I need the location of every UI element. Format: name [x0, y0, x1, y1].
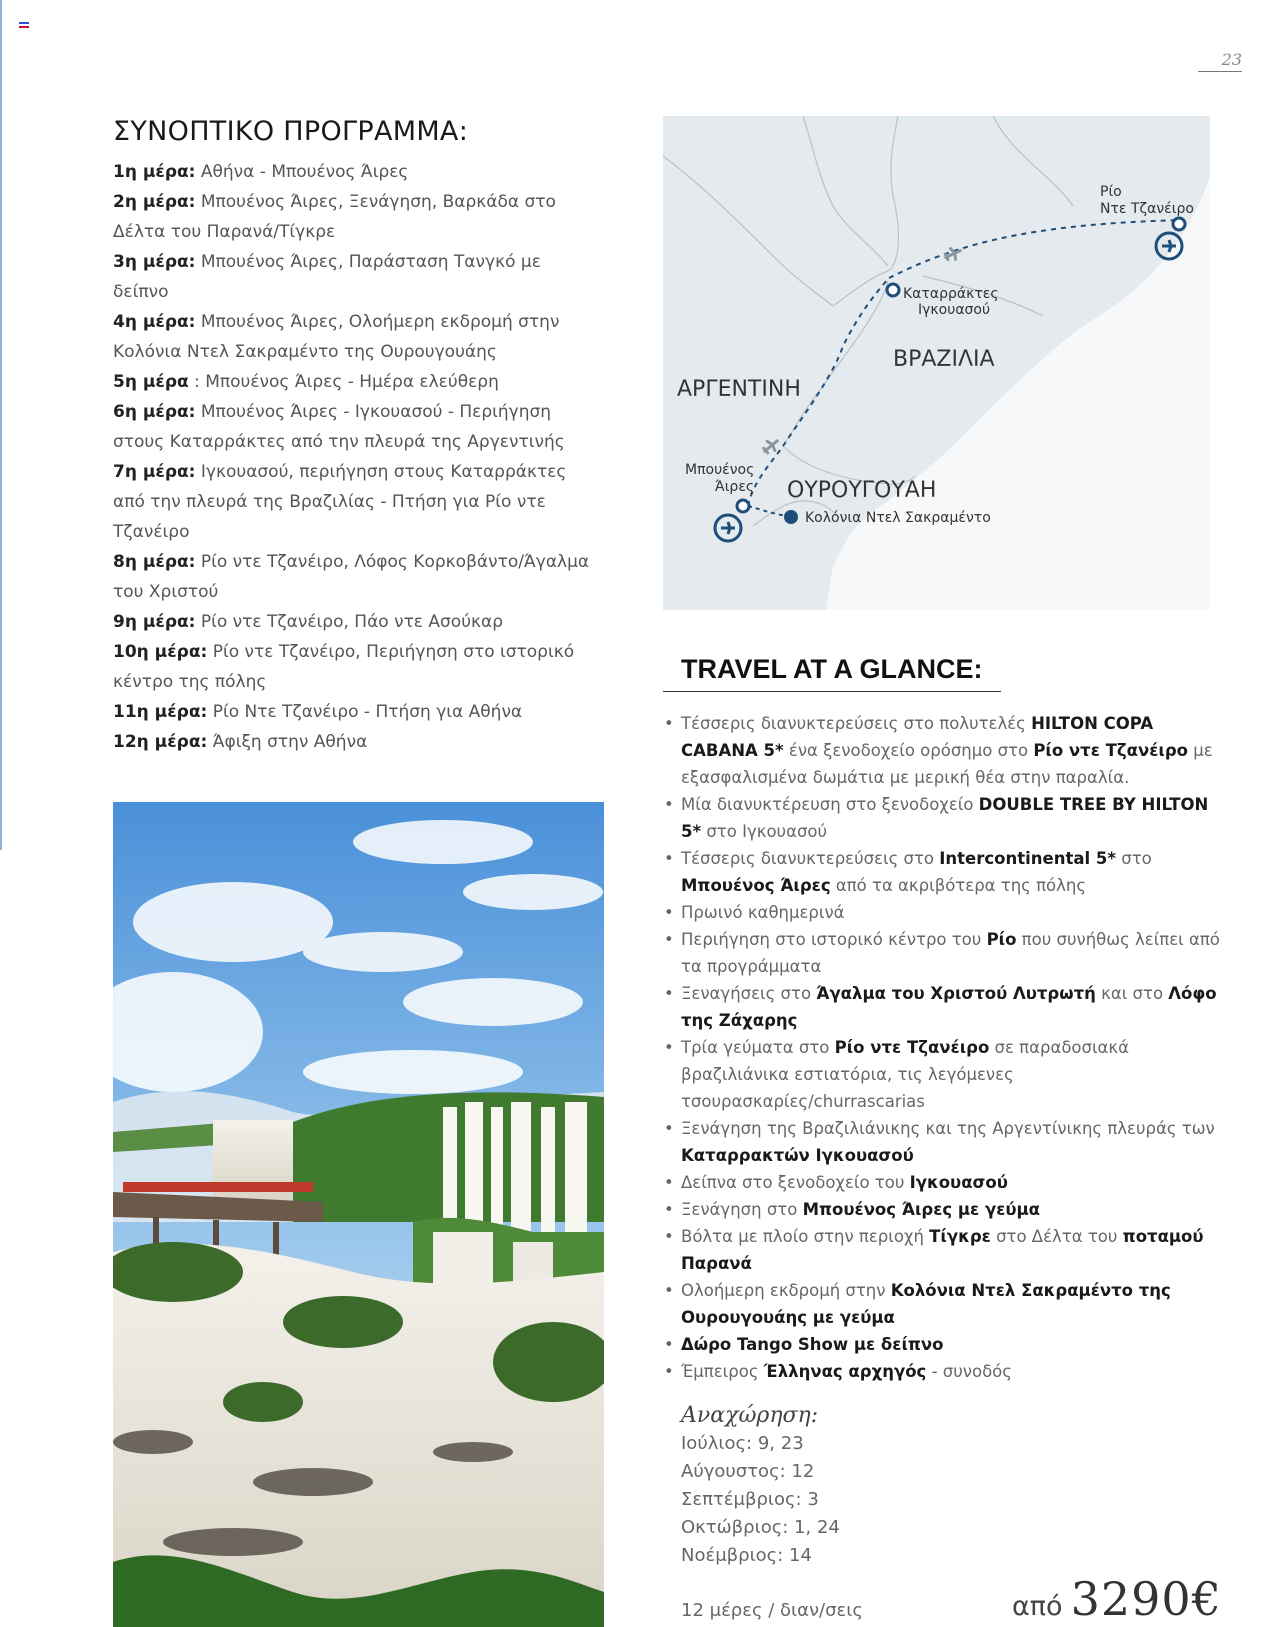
departure-date: Σεπτέμβριος: 3	[681, 1489, 819, 1510]
iguazu-marker	[887, 284, 899, 296]
glance-item-highlight: Ρίο	[986, 930, 1017, 949]
glance-item-text: ένα ξενοδοχείο ορόσημο στο	[783, 741, 1034, 760]
day-label: 8η μέρα:	[113, 552, 196, 572]
day-label: 5η μέρα	[113, 372, 189, 392]
glance-item-text: στο Ιγκουασού	[701, 822, 828, 841]
glance-item-text: Δείπνα στο ξενοδοχείο του	[681, 1173, 910, 1192]
glance-item-highlight: Δώρο Tango Show με δείπνο	[681, 1335, 944, 1354]
day-label: 2η μέρα:	[113, 192, 196, 212]
departure-title: Αναχώρηση:	[681, 1403, 819, 1428]
page-number: 23	[1198, 50, 1242, 72]
day-text: Ρίο Ντε Τζανέιρο - Πτήση για Αθήνα	[212, 702, 523, 722]
travel-at-a-glance	[663, 650, 1223, 1385]
glance-item	[663, 1277, 1223, 1331]
departure-block	[681, 1403, 941, 1570]
itinerary-day	[113, 307, 593, 367]
glance-item	[663, 1358, 1223, 1385]
day-label: 1η μέρα:	[113, 162, 196, 182]
itinerary-day	[113, 367, 593, 397]
glance-item-text: που συνήθως λείπει από τα προγράμματα	[681, 930, 1220, 976]
glance-item-highlight: Κολόνια Ντελ Σακραμέντο της Ουρουγουάης με γεύμα	[681, 1281, 1171, 1327]
glance-item	[663, 710, 1223, 791]
glance-item-highlight: Μπουένος Άιρες	[681, 876, 831, 895]
flag-icon	[19, 22, 29, 28]
glance-item-text: Τρία γεύματα στο	[681, 1038, 835, 1057]
glance-item-text: Πρωινό καθημερινά	[681, 903, 845, 922]
glance-item-text: με εξασφαλισμένα δωμάτια με μερική θέα στην παραλία.	[681, 741, 1213, 787]
glance-item-text: Ολοήμερη εκδρομή στην	[681, 1281, 891, 1300]
day-text: Άφιξη στην Αθήνα	[212, 732, 368, 752]
day-text: Ρίο ντε Τζανέιρο, Περιήγηση στο ιστορικό κέντρο της πόλης	[113, 642, 575, 692]
itinerary-day	[113, 397, 593, 457]
glance-item-text: σε παραδοσιακά βραζιλιάνικα εστιατόρια, τις λεγόμενες τσουρασκαρίες/churrascarias	[681, 1038, 1130, 1111]
itinerary-day	[113, 247, 593, 307]
glance-item-highlight: Καταρρακτών Ιγκουασού	[681, 1146, 914, 1165]
itinerary-days	[113, 157, 593, 757]
label-colonia: Κολόνια Ντελ Σακραμέντο	[805, 510, 991, 526]
day-text: : Μπουένος Άιρες - Ημέρα ελεύθερη	[194, 372, 499, 392]
glance-item-text: Τέσσερις διανυκτερεύσεις στο πολυτελές	[681, 714, 1032, 733]
day-label: 3η μέρα:	[113, 252, 196, 272]
itinerary-day	[113, 157, 593, 187]
itinerary-day	[113, 637, 593, 697]
day-label: 6η μέρα:	[113, 402, 196, 422]
glance-item-highlight: Ρίο ντε Τζανέιρο	[1033, 741, 1188, 760]
departure-date: Νοέμβριος: 14	[681, 1545, 812, 1566]
label-uruguay: ΟΥΡΟΥΓΟΥΑΗ	[787, 478, 937, 503]
glance-item-highlight: Μπουένος Άιρες με γεύμα	[802, 1200, 1041, 1219]
glance-item-text: Ξεναγήσεις στο	[681, 984, 817, 1003]
glance-list	[663, 710, 1223, 1385]
label-iguazu-2: Ιγκουασού	[918, 302, 991, 318]
day-text: Μπουένος Άιρες - Ιγκουασού - Περιήγηση στους Καταρράκτες από την πλευρά της Αργεντινής	[113, 402, 565, 452]
glance-item-highlight: Άγαλμα του Χριστού Λυτρωτή	[816, 984, 1096, 1003]
glance-item	[663, 926, 1223, 980]
price-amount: 3290€	[1070, 1572, 1222, 1626]
day-text: Ρίο ντε Τζανέιρο, Πάο ντε Ασούκαρ	[200, 612, 504, 632]
day-label: 11η μέρα:	[113, 702, 208, 722]
glance-item-text: στο Δέλτα του	[990, 1227, 1123, 1246]
glance-item-highlight: HILTON COPA CABANA 5*	[681, 714, 1154, 760]
glance-item-text: Τέσσερις διανυκτερεύσεις στο	[681, 849, 940, 868]
glance-item-highlight: Ιγκουασού	[909, 1173, 1008, 1192]
glance-item	[663, 1196, 1223, 1223]
glance-item	[663, 899, 1223, 926]
day-label: 12η μέρα:	[113, 732, 208, 752]
glance-item-text: - συνοδός	[926, 1362, 1012, 1381]
day-text: Ρίο ντε Τζανέιρο, Λόφος Κορκοβάντο/Άγαλμα του Χριστού	[113, 552, 590, 602]
day-text: Αθήνα - Μπουένος Άιρες	[200, 162, 409, 182]
colonia-marker	[784, 510, 798, 524]
buenos-aires-marker	[737, 500, 749, 512]
day-text: Ιγκουασού, περιήγηση στους Καταρράκτες από την πλευρά της Βραζιλίας - Πτήση για Ρίο ντε Τζανέιρο	[113, 462, 567, 542]
glance-item-text: από τα ακριβότερα της πόλης	[830, 876, 1087, 895]
glance-title: TRAVEL AT A GLANCE:	[663, 650, 1001, 692]
glance-item-highlight: ποταμού Παρανά	[681, 1227, 1204, 1273]
departure-date: Αύγουστος: 12	[681, 1461, 815, 1482]
itinerary-day	[113, 187, 593, 247]
label-ba-1: Μπουένος	[685, 462, 755, 478]
itinerary-day	[113, 547, 593, 607]
glance-item	[663, 1034, 1223, 1115]
label-argentina: ΑΡΓΕΝΤΙΝΗ	[677, 377, 801, 402]
day-label: 10η μέρα:	[113, 642, 208, 662]
glance-item	[663, 980, 1223, 1034]
price	[1012, 1572, 1222, 1626]
glance-item-highlight: Intercontinental 5*	[939, 849, 1117, 868]
trip-duration: 12 μέρες / διαν/σεις	[681, 1600, 863, 1621]
itinerary-day	[113, 697, 593, 727]
day-text: Μπουένος Άιρες, Παράσταση Τανγκό με δείπνο	[113, 252, 541, 302]
glance-item-highlight: Τίγκρε	[929, 1227, 991, 1246]
glance-item	[663, 845, 1223, 899]
itinerary-summary	[113, 116, 593, 757]
iguazu-falls-photo	[113, 802, 604, 1627]
glance-item-text: Ξενάγηση της Βραζιλιάνικης και της Αργεντίνικης πλευράς των	[681, 1119, 1215, 1138]
day-label: 9η μέρα:	[113, 612, 196, 632]
label-brazil: ΒΡΑΖΙΛΙΑ	[893, 347, 995, 372]
departure-date: Οκτώβριος: 1, 24	[681, 1517, 840, 1538]
glance-item-text: Βόλτα με πλοίο στην περιοχή	[681, 1227, 930, 1246]
itinerary-day	[113, 607, 593, 637]
label-rio-2: Ντε Τζανέιρο	[1100, 201, 1194, 217]
departure-date: Ιούλιος: 9, 23	[681, 1433, 804, 1454]
itinerary-day	[113, 727, 593, 757]
glance-item-highlight: Έλληνας αρχηγός	[763, 1362, 927, 1381]
glance-item-text: Περιήγηση στο ιστορικό κέντρο του	[681, 930, 987, 949]
itinerary-day	[113, 457, 593, 547]
glance-item-text: Έμπειρος	[681, 1362, 764, 1381]
glance-item	[663, 791, 1223, 845]
iguazu-falls-illustration	[113, 802, 604, 1627]
glance-item-text: Ξενάγηση στο	[681, 1200, 803, 1219]
glance-item	[663, 1115, 1223, 1169]
day-label: 7η μέρα:	[113, 462, 196, 482]
glance-item-text: Μία διανυκτέρευση στο ξενοδοχείο	[681, 795, 979, 814]
day-text: Μπουένος Άιρες, Ξενάγηση, Βαρκάδα στο Δέλτα του Παρανά/Τίγκρε	[113, 192, 556, 242]
glance-item	[663, 1169, 1223, 1196]
route-map-svg	[663, 116, 1210, 610]
label-ba-2: Άιρες	[715, 479, 755, 495]
glance-item-highlight: Ρίο ντε Τζανέιρο	[834, 1038, 990, 1057]
price-prefix: από	[1012, 1591, 1063, 1622]
label-iguazu-1: Καταρράκτες	[903, 286, 999, 302]
glance-item-text: και στο	[1095, 984, 1169, 1003]
rio-marker	[1173, 218, 1185, 230]
glance-item-highlight: DOUBLE TREE BY HILTON 5*	[681, 795, 1209, 841]
day-label: 4η μέρα:	[113, 312, 196, 332]
route-map	[663, 116, 1210, 610]
itinerary-title: ΣΥΝΟΠΤΙΚΟ ΠΡΟΓΡΑΜΜΑ:	[113, 116, 469, 147]
day-text: Μπουένος Άιρες, Ολοήμερη εκδρομή στην Κολόνια Ντελ Σακραμέντο της Ουρουγουάης	[113, 312, 560, 362]
label-rio-1: Ρίο	[1100, 184, 1122, 200]
page-edge-bar	[0, 0, 2, 850]
glance-item-text: στο	[1116, 849, 1152, 868]
glance-item	[663, 1223, 1223, 1277]
glance-item-highlight: Λόφο της Ζάχαρης	[681, 984, 1217, 1030]
glance-item	[663, 1331, 1223, 1358]
